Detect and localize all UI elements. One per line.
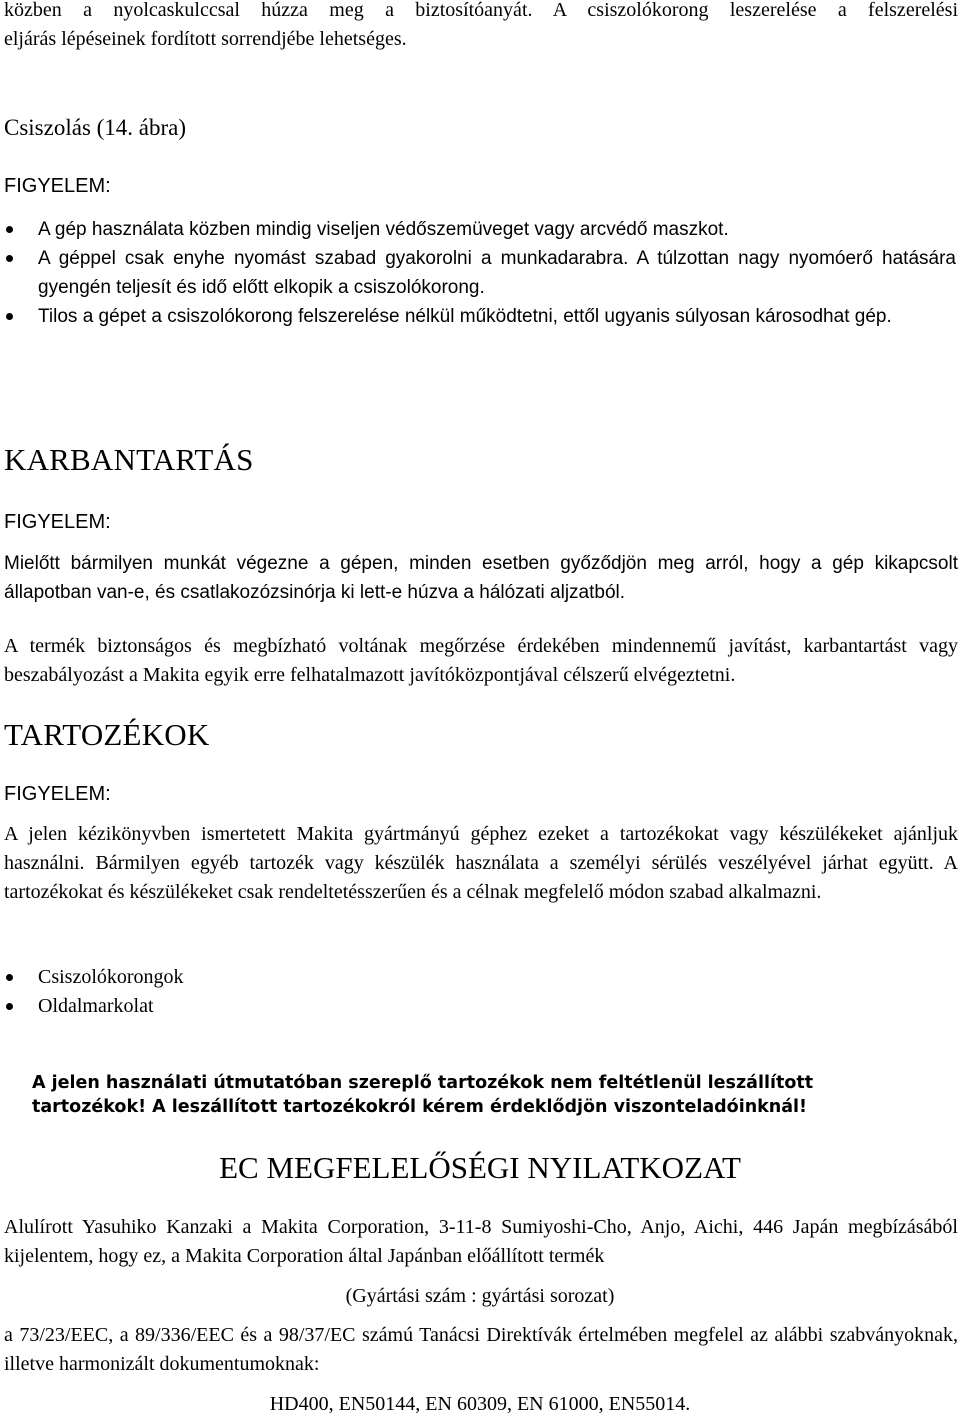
grinding-title: Csiszolás (14. ábra): [4, 115, 187, 140]
grinding-bullet: A géppel csak enyhe nyomást szabad gyakorolni a munkadarabra. A túlzottan nagy nyomóerő hatására gyengén teljesít és idő előtt elkopik a csiszolókorong.: [4, 244, 956, 302]
accessories-title: TARTOZÉKOK: [4, 717, 210, 752]
grinding-bullet: Tilos a gépet a csiszolókorong felszerelése nélkül működtetni, ettől ugyanis súlyosan károsodhat gép.: [4, 302, 956, 331]
bullet-dot-icon: [6, 226, 13, 233]
accessories-list: [4, 963, 958, 1021]
maintenance-title: KARBANTARTÁS: [4, 442, 254, 477]
bullet-dot-icon: [6, 974, 13, 981]
maintenance-paragraph-1: Mielőtt bármilyen munkát végezne a gépen, minden esetben győződjön meg arról, hogy a gép kikapcsolt állapotban van-e, és csatlakozózsinórja ki lett-e húzva a hálózati aljzatból.: [4, 553, 958, 603]
accessories-note: [4, 1071, 958, 1119]
accessories-paragraph: A jelen kézikönyvben ismertetett Makita gyártmányú géphez ezeket a tartozékokat vagy készülékeket ajánljuk használni. Bármilyen egyéb tartozék vagy készülék használata a személyi sérülés veszélyével járhat együtt. A tartozékokat és készülékeket csak rendeltetésszerűen és a célnak megfelelő módon szabad alkalmazni.: [4, 823, 958, 903]
grinding-bullet: A gép használata közben mindig viseljen védőszemüveget vagy arcvédő maszkot.: [4, 215, 956, 244]
grinding-bullets: [4, 215, 956, 331]
intro-paragraph: [4, 0, 958, 54]
bullet-dot-icon: [6, 255, 13, 262]
bullet-dot-icon: [6, 1003, 13, 1010]
ec-declaration-title: EC MEGFELELŐSÉGI NYILATKOZAT: [219, 1150, 741, 1185]
ec-paragraph-1: Alulírott Yasuhiko Kanzaki a Makita Corporation, 3-11-8 Sumiyoshi-Cho, Anjo, Aichi, 446 Japán megbízásából kijelentem, hogy ez, a Makita Corporation által Japánban előállított termék: [4, 1216, 958, 1267]
intro-line-1: közben a nyolcaskulccsal húzza meg a biztosítóanyát. A csiszolókorong leszerelése a felszerelési: [4, 0, 958, 21]
accessory-item: Csiszolókorongok: [4, 963, 958, 992]
accessory-item: Oldalmarkolat: [4, 992, 958, 1021]
maintenance-paragraph-2: A termék biztonságos és megbízható voltának megőrzése érdekében mindennemű javítást, karbantartást vagy beszabályozást a Makita egyik erre felhatalmazott javítóközpontjával célszerű elvégeztetni.: [4, 635, 958, 686]
bullet-dot-icon: [6, 313, 13, 320]
ec-paragraph-2: a 73/23/EEC, a 89/336/EEC és a 98/37/EC számú Tanácsi Direktívák értelmében megfelel az alábbi szabványoknak, illetve harmonizált dokumentumoknak:: [4, 1324, 958, 1375]
ec-serial-line: (Gyártási szám : gyártási sorozat): [345, 1285, 615, 1307]
ec-standards: HD400, EN50144, EN 60309, EN 61000, EN55014.: [269, 1393, 691, 1415]
accessories-note-line-2: tartozékok! A leszállított tartozékokról kérem érdeklődjön viszonteladóinknál!: [32, 1097, 808, 1117]
accessories-note-line-1: A jelen használati útmutatóban szereplő tartozékok nem feltétlenül leszállított: [32, 1073, 814, 1093]
intro-line-2: eljárás lépéseinek fordított sorrendjébe lehetséges.: [4, 28, 407, 50]
maintenance-warning-label: FIGYELEM:: [4, 511, 111, 533]
grinding-warning-label: FIGYELEM:: [4, 175, 111, 197]
accessories-warning-label: FIGYELEM:: [4, 783, 111, 805]
